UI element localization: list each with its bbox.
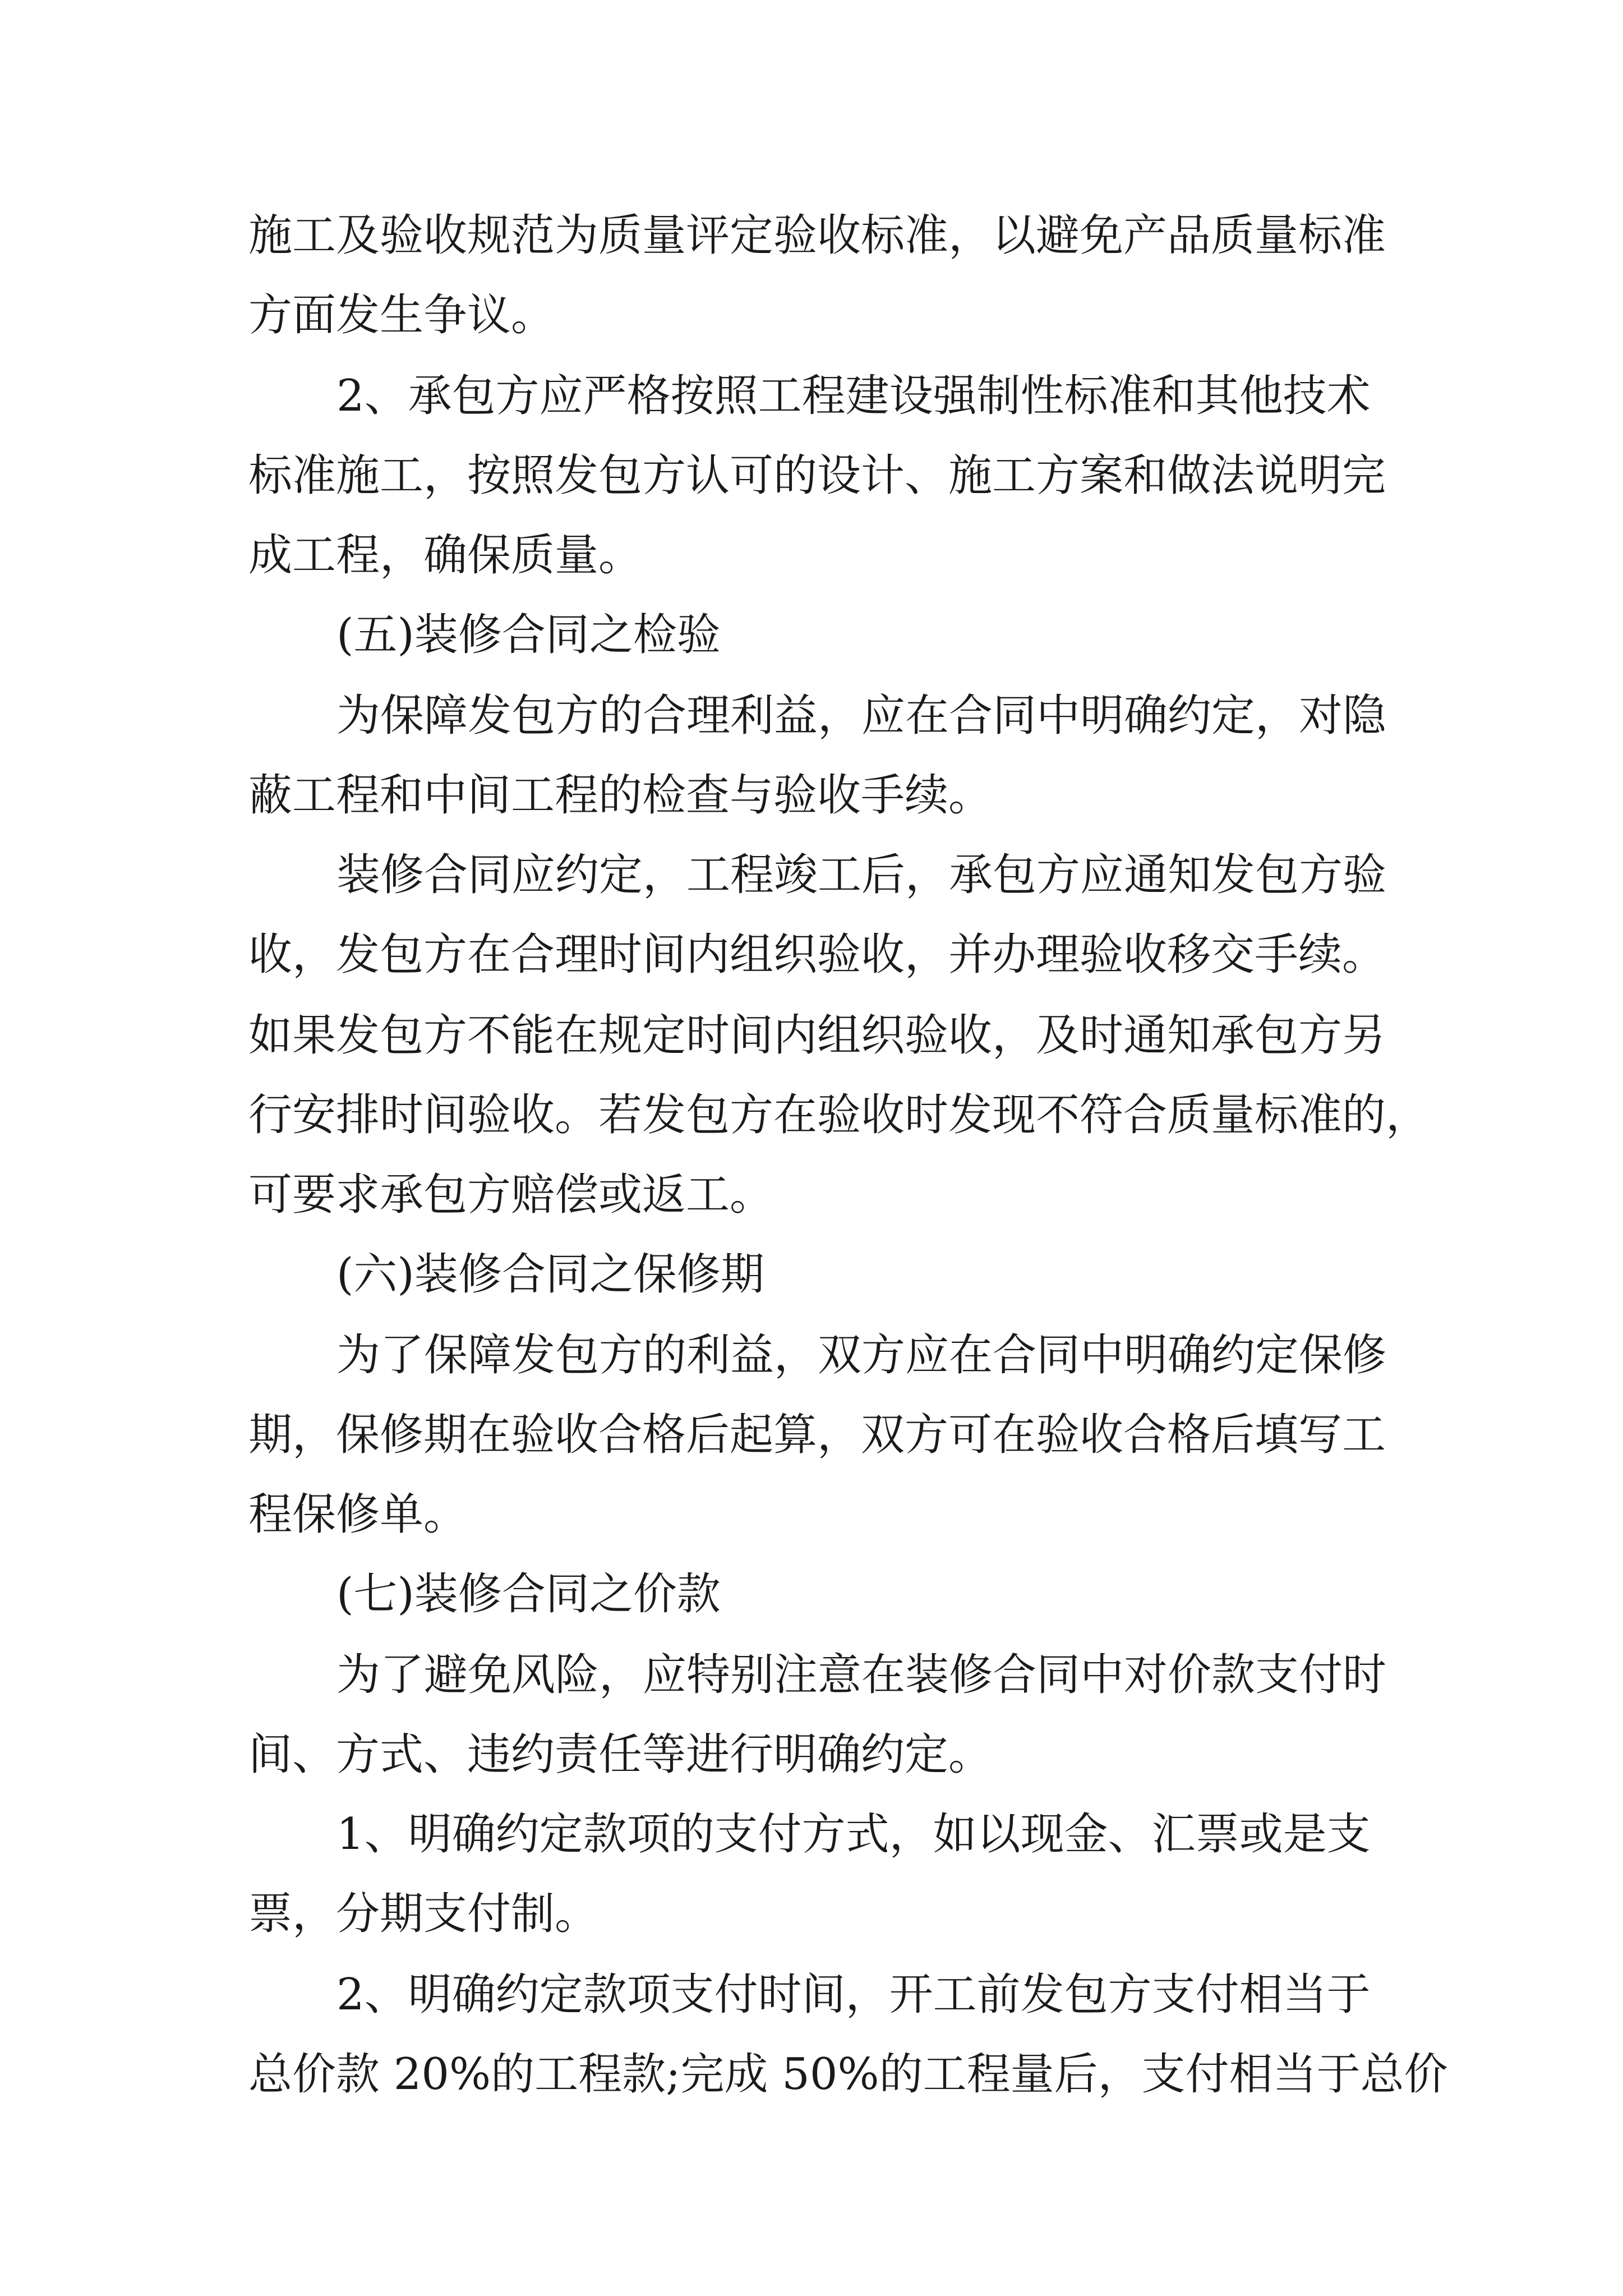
- text-line-10: 收，发包方在合理时间内组织验收，并办理验收移交手续。: [248, 930, 1386, 980]
- text-line-8: 蔽工程和中间工程的检查与验收手续。: [248, 770, 993, 821]
- text-line-5: 成工程，确保质量。: [248, 530, 643, 581]
- text-line-21: 1、明确约定款项的支付方式，如以现金、汇票或是支: [336, 1809, 1371, 1860]
- section-heading-6: (六)装修合同之保修期: [336, 1249, 764, 1300]
- text-line-23: 2、明确约定款项支付时间，开工前发包方支付相当于: [336, 1970, 1371, 2020]
- text-line-19: 为了避免风险，应特别注意在装修合同中对价款支付时: [336, 1650, 1387, 1700]
- text-line-22: 票，分期支付制。: [248, 1889, 599, 1939]
- section-heading-5: (五)装修合同之检验: [336, 610, 721, 660]
- text-line-4: 标准施工，按照发包方认可的设计、施工方案和做法说明完: [248, 450, 1386, 501]
- text-line-11: 如果发包方不能在规定时间内组织验收，及时通知承包方另: [248, 1010, 1386, 1061]
- text-line-17: 程保修单。: [248, 1489, 468, 1540]
- section-heading-7: (七)装修合同之价款: [336, 1569, 721, 1619]
- text-line-9: 装修合同应约定，工程竣工后，承包方应通知发包方验: [336, 850, 1387, 900]
- text-line-20: 间、方式、违约责任等进行明确约定。: [248, 1729, 993, 1780]
- text-line-3: 2、承包方应严格按照工程建设强制性标准和其他技术: [336, 371, 1371, 421]
- text-line-15: 为了保障发包方的利益，双方应在合同中明确约定保修: [336, 1330, 1387, 1381]
- text-line-7: 为保障发包方的合理利益，应在合同中明确约定，对隐: [336, 691, 1387, 741]
- text-line-12: 行安排时间验收。若发包方在验收时发现不符合质量标准的，: [248, 1090, 1430, 1140]
- text-line-24: 总价款 20%的工程款;完成 50%的工程量后，支付相当于总价: [248, 2049, 1448, 2100]
- text-line-2: 方面发生争议。: [248, 290, 555, 341]
- text-line-13: 可要求承包方赔偿或返工。: [248, 1170, 774, 1220]
- text-line-1: 施工及验收规范为质量评定验收标准，以避免产品质量标准: [248, 210, 1386, 261]
- text-line-16: 期，保修期在验收合格后起算，双方可在验收合格后填写工: [248, 1410, 1386, 1460]
